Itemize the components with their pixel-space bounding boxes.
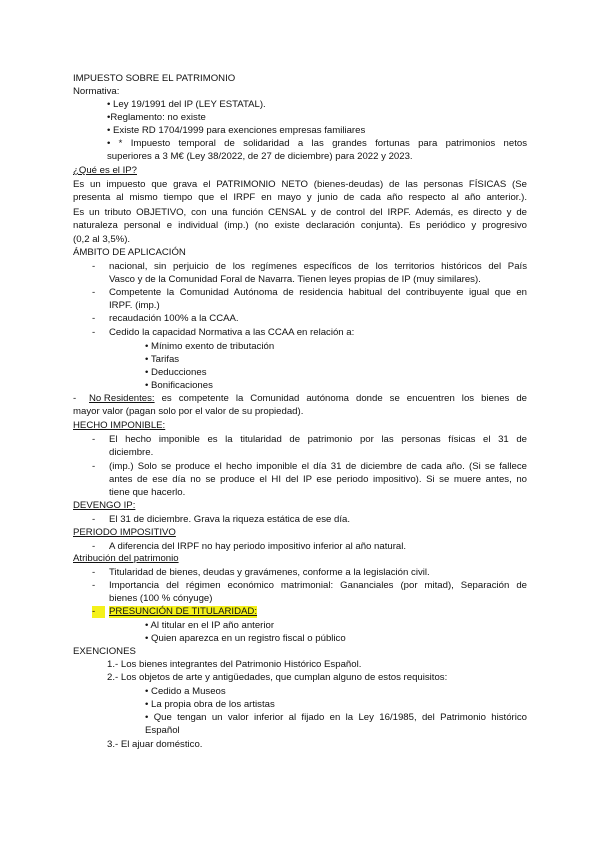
ambito-item-cont: Vasco y de la Comunidad Foral de Navarra. Tienen leyes propias de IP (muy similares). [109,274,481,285]
ambito-subitem: • Tarifas [145,354,180,365]
no-residentes-text: es competente la Comunidad autónoma donde se encuentren los bienes de [154,393,527,404]
list-dash: - [92,287,96,298]
ambito-subitem: • Mínimo exento de tributación [145,341,275,352]
ambito-item: nacional, sin perjuicio de los regímenes específicos de los territorios históricos del País [109,261,527,272]
que-es-line: naturaleza personal e individual (imp.) (no existe declaración conjunta). Es periódico y progresivo [73,220,527,231]
exenciones-subitem: • La propia obra de los artistas [145,699,275,710]
list-dash: - [92,514,96,525]
hecho-item: El hecho imponible es la titularidad de patrimonio por las personas físicas el 31 de [109,434,527,445]
no-residentes-label: No Residentes: [89,393,155,404]
presuncion-subitem: • Quien aparezca en un registro fiscal o público [145,633,346,644]
devengo-heading: DEVENGO IP: [73,500,136,511]
hecho-imponible-heading: HECHO IMPONIBLE: [73,420,166,431]
hecho-item-cont: diciembre. [109,447,154,458]
hecho-item: (imp.) Solo se produce el hecho imponible el día 31 de diciembre de cada año. (Si se fallece [109,461,527,472]
que-es-line: Es un impuesto que grava el PATRIMONIO NETO (bienes-deudas) de las personas FÍSICAS (Se [73,179,527,190]
exenciones-subitem: • Que tengan un valor inferior al fijado en la Ley 16/1985, del Patrimonio histórico [145,712,527,723]
atribucion-item: Titularidad de bienes, deudas y gravámenes, conforme a la legislación civil. [109,567,430,578]
atribucion-item-cont: bienes (100 % cónyuge) [109,593,213,604]
list-dash: - [92,567,96,578]
exenciones-item: 2.- Los objetos de arte y antigüedades, que cumplan alguno de estos requisitos: [107,672,448,683]
document-title: IMPUESTO SOBRE EL PATRIMONIO [73,73,236,84]
list-dash: - [92,434,96,445]
normativa-heading: Normativa: [73,86,120,97]
ambito-heading: ÁMBITO DE APLICACIÓN [73,247,186,258]
normativa-item-cont: superiores a 3 M€ (Ley 38/2022, de 27 de diciembre) para 2022 y 2023. [107,151,413,162]
exenciones-heading: EXENCIONES [73,646,136,657]
ambito-item: recaudación 100% a la CCAA. [109,313,239,324]
ambito-subitem: • Deducciones [145,367,207,378]
normativa-item: • Existe RD 1704/1999 para exenciones empresas familiares [107,125,366,136]
que-es-line: presenta al mismo tiempo que el IRPF en mayo y junio de cada año respecto al año anterior.). [73,192,527,203]
que-es-line: Es un tributo OBJETIVO, con una función CENSAL y de control del IRPF. Además, es directo y de [73,207,527,218]
ambito-item: Competente la Comunidad Autónoma de residencia habitual del contribuyente igual que en [109,287,527,298]
normativa-item: • Ley 19/1991 del IP (LEY ESTATAL). [107,99,266,110]
exenciones-subitem: • Cedido a Museos [145,686,226,697]
list-dash: - [92,327,96,338]
atribucion-heading: Atribución del patrimonio [73,553,179,564]
periodo-item: A diferencia del IRPF no hay periodo impositivo inferior al año natural. [109,541,407,552]
normativa-item: •Reglamento: no existe [107,112,206,123]
list-dash: - [92,313,96,324]
presuncion-subitem: • Al titular en el IP año anterior [145,620,275,631]
list-dash: - [92,580,96,591]
ambito-item: Cedido la capacidad Normativa a las CCAA en relación a: [109,327,355,338]
exenciones-item: 1.- Los bienes integrantes del Patrimonio Histórico Español. [107,659,362,670]
exenciones-item: 3.- El ajuar doméstico. [107,739,203,750]
list-dash: - [73,393,77,404]
devengo-item: El 31 de diciembre. Grava la riqueza estática de ese día. [109,514,351,525]
no-residentes-line [89,393,527,405]
list-dash: - [92,461,96,472]
list-dash: - [92,261,96,272]
ambito-item-cont: IRPF. (imp.) [109,300,160,311]
no-residentes-cont: mayor valor (pagan solo por el valor de su propiedad). [73,406,304,417]
ambito-subitem: • Bonificaciones [145,380,213,391]
periodo-heading: PERIODO IMPOSITIVO [73,527,176,538]
exenciones-subitem-cont: Español [145,725,180,736]
list-dash: - [92,541,96,552]
hecho-item-cont: tiene que hacerlo. [109,487,186,498]
normativa-item: • * Impuesto temporal de solidaridad a las grandes fortunas para patrimonios netos [107,138,527,149]
presuncion-titularidad: PRESUNCIÓN DE TITULARIDAD: [109,606,258,617]
list-dash: - [92,606,105,618]
hecho-item-cont: antes de ese día no se produce el HI del IP ese periodo impositivo). Si se muere antes, no [109,474,527,485]
que-es-line: (0,2 al 3,5%). [73,234,131,245]
que-es-heading: ¿Qué es el IP? [73,165,137,176]
atribucion-item: Importancia del régimen económico matrimonial: Gananciales (por mitad), Separación de [109,580,527,591]
